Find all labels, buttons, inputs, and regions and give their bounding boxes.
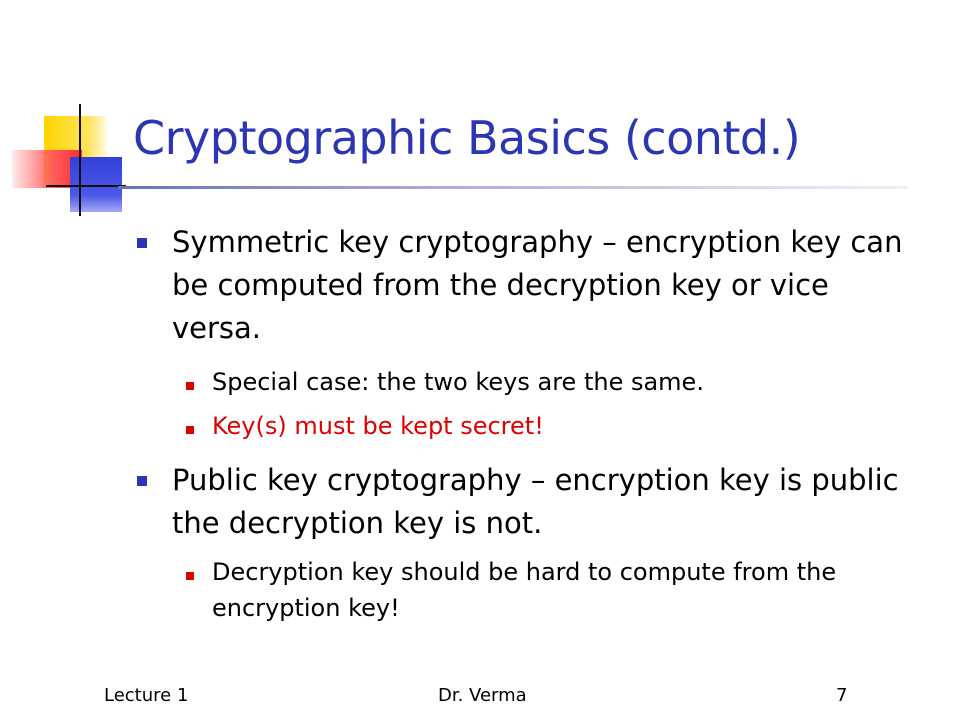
- sub-bullet-special-case: Special case: the two keys are the same.: [212, 368, 704, 396]
- footer-page-number: 7: [836, 685, 848, 706]
- decorative-vertical-line: [79, 104, 81, 216]
- sub-bullet-square-icon: [186, 426, 194, 434]
- title-underline: [118, 186, 908, 189]
- bullet-symmetric-key: Symmetric key cryptography – encryption key can be computed from the decryption key or vice versa.: [172, 225, 903, 345]
- footer-lecture: Lecture 1: [104, 685, 189, 706]
- sub-bullet-square-icon: [186, 382, 194, 390]
- sub-bullet-square-icon: [186, 572, 194, 580]
- sub-bullet-decryption-hard: Decryption key should be hard to compute from the encryption key!: [212, 558, 837, 622]
- sub-bullet-keys-secret: Key(s) must be kept secret!: [212, 412, 544, 440]
- bullet-square-icon: [137, 476, 147, 486]
- bullet-public-key: Public key cryptography – encryption key is public the decryption key is not.: [172, 463, 899, 540]
- bullet-square-icon: [137, 238, 147, 248]
- decorative-horizontal-line: [46, 185, 126, 187]
- footer-author: Dr. Verma: [438, 685, 527, 706]
- slide-title: Cryptographic Basics (contd.): [133, 111, 801, 165]
